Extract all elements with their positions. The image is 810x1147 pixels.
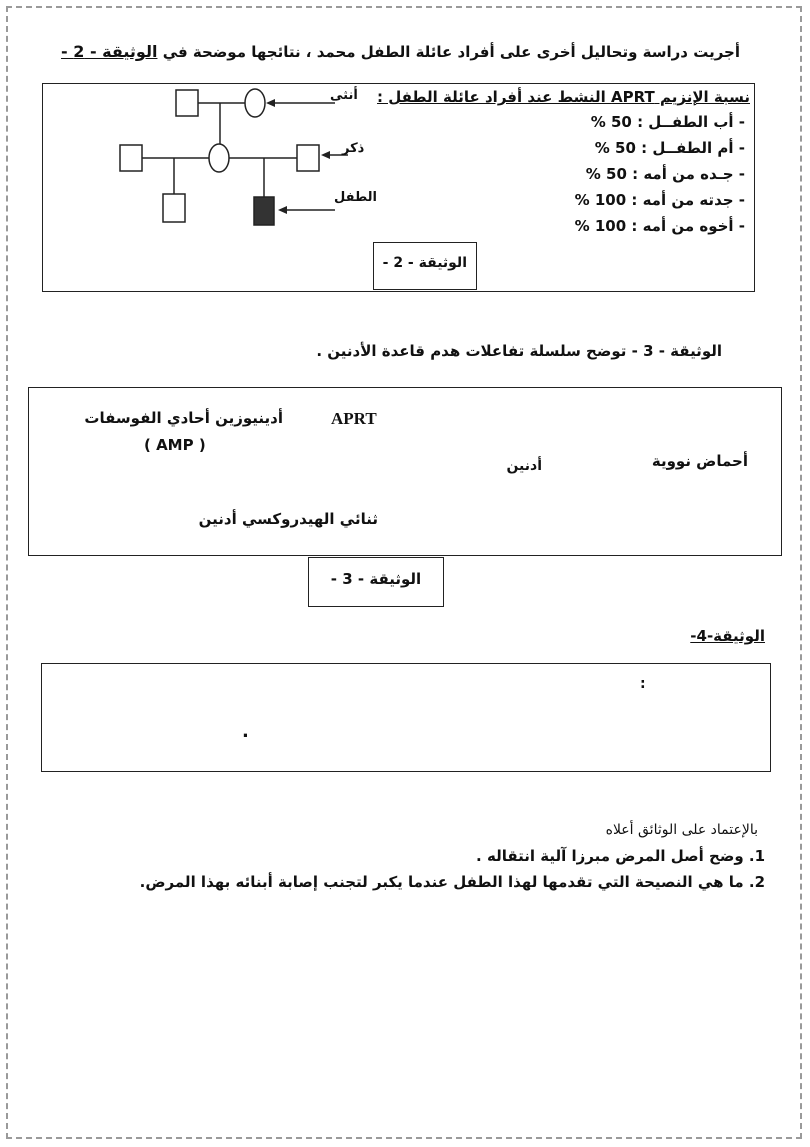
question-1: 1. وضح أصل المرض مبرزا آلية انتقاله .: [476, 847, 765, 865]
pedigree-grandmother: [245, 89, 265, 117]
pedigree-father-of-brother: [120, 145, 142, 171]
doc2-row-grandmother: - جدته من أمه : 100 %: [574, 191, 745, 209]
doc4-title: الوثيقة-4-: [690, 627, 765, 645]
doc3-enzyme-aprt: APRT: [331, 409, 377, 428]
doc2-row-mother: - أم الطفــل : 50 %: [594, 139, 745, 157]
doc4-box: [41, 663, 771, 772]
doc3-caption: الوثيقة - 3 -: [330, 570, 422, 588]
pedigree-affected-child: [254, 197, 274, 225]
question-2: 2. ما هي النصيحة التي تقدمها لهذا الطفل عندما يكبر لتجنب إصابة أبنائه بهذا المرض.: [139, 873, 765, 891]
doc2-row-grandfather: - جـده من أمه : 50 %: [585, 165, 745, 183]
pedigree-mother: [209, 144, 229, 172]
doc2-row-father: - أب الطفــل : 50 %: [590, 113, 745, 131]
label-female: أنثى: [330, 88, 358, 103]
intro-text: أجريت دراسة وتحاليل أخرى على أفراد عائلة الطفل محمد ، نتائجها موضحة في: [162, 43, 740, 61]
doc2-table-title: نسبة الإنزيم APRT النشط عند أفراد عائلة الطفل :: [377, 88, 750, 106]
doc4-blank: [681, 675, 750, 691]
pedigree-grandfather: [176, 90, 198, 116]
doc4-dot: .: [242, 721, 249, 742]
doc2-row-brother: - أخوه من أمه : 100 %: [574, 217, 745, 235]
doc3-adenine: أدنين: [506, 458, 542, 474]
doc2-caption: الوثيقة - 2 -: [382, 255, 467, 271]
doc3-amp-abbr: ( AMP ): [144, 436, 206, 454]
pedigree-brother: [163, 194, 185, 222]
intro-doc-ref: الوثيقة - 2 -: [61, 42, 158, 61]
doc3-nucleic-acids: أحماض نووية: [651, 452, 748, 470]
doc4-colon: :: [640, 676, 646, 692]
doc3-amp-name: أدينيوزين أحادي الفوسفات: [84, 409, 283, 427]
questions-intro: بالإعتماد على الوثائق أعلاه: [605, 822, 758, 838]
pedigree-father: [297, 145, 319, 171]
label-child: الطفل: [334, 190, 377, 205]
doc3-heading: الوثيقة - 3 - توضح سلسلة تفاعلات هدم قاعدة الأدنين .: [316, 342, 722, 360]
doc3-dihydroxy-adenine: ثنائي الهيدروكسي أدنين: [198, 510, 378, 528]
label-male: ذكر: [342, 141, 365, 156]
